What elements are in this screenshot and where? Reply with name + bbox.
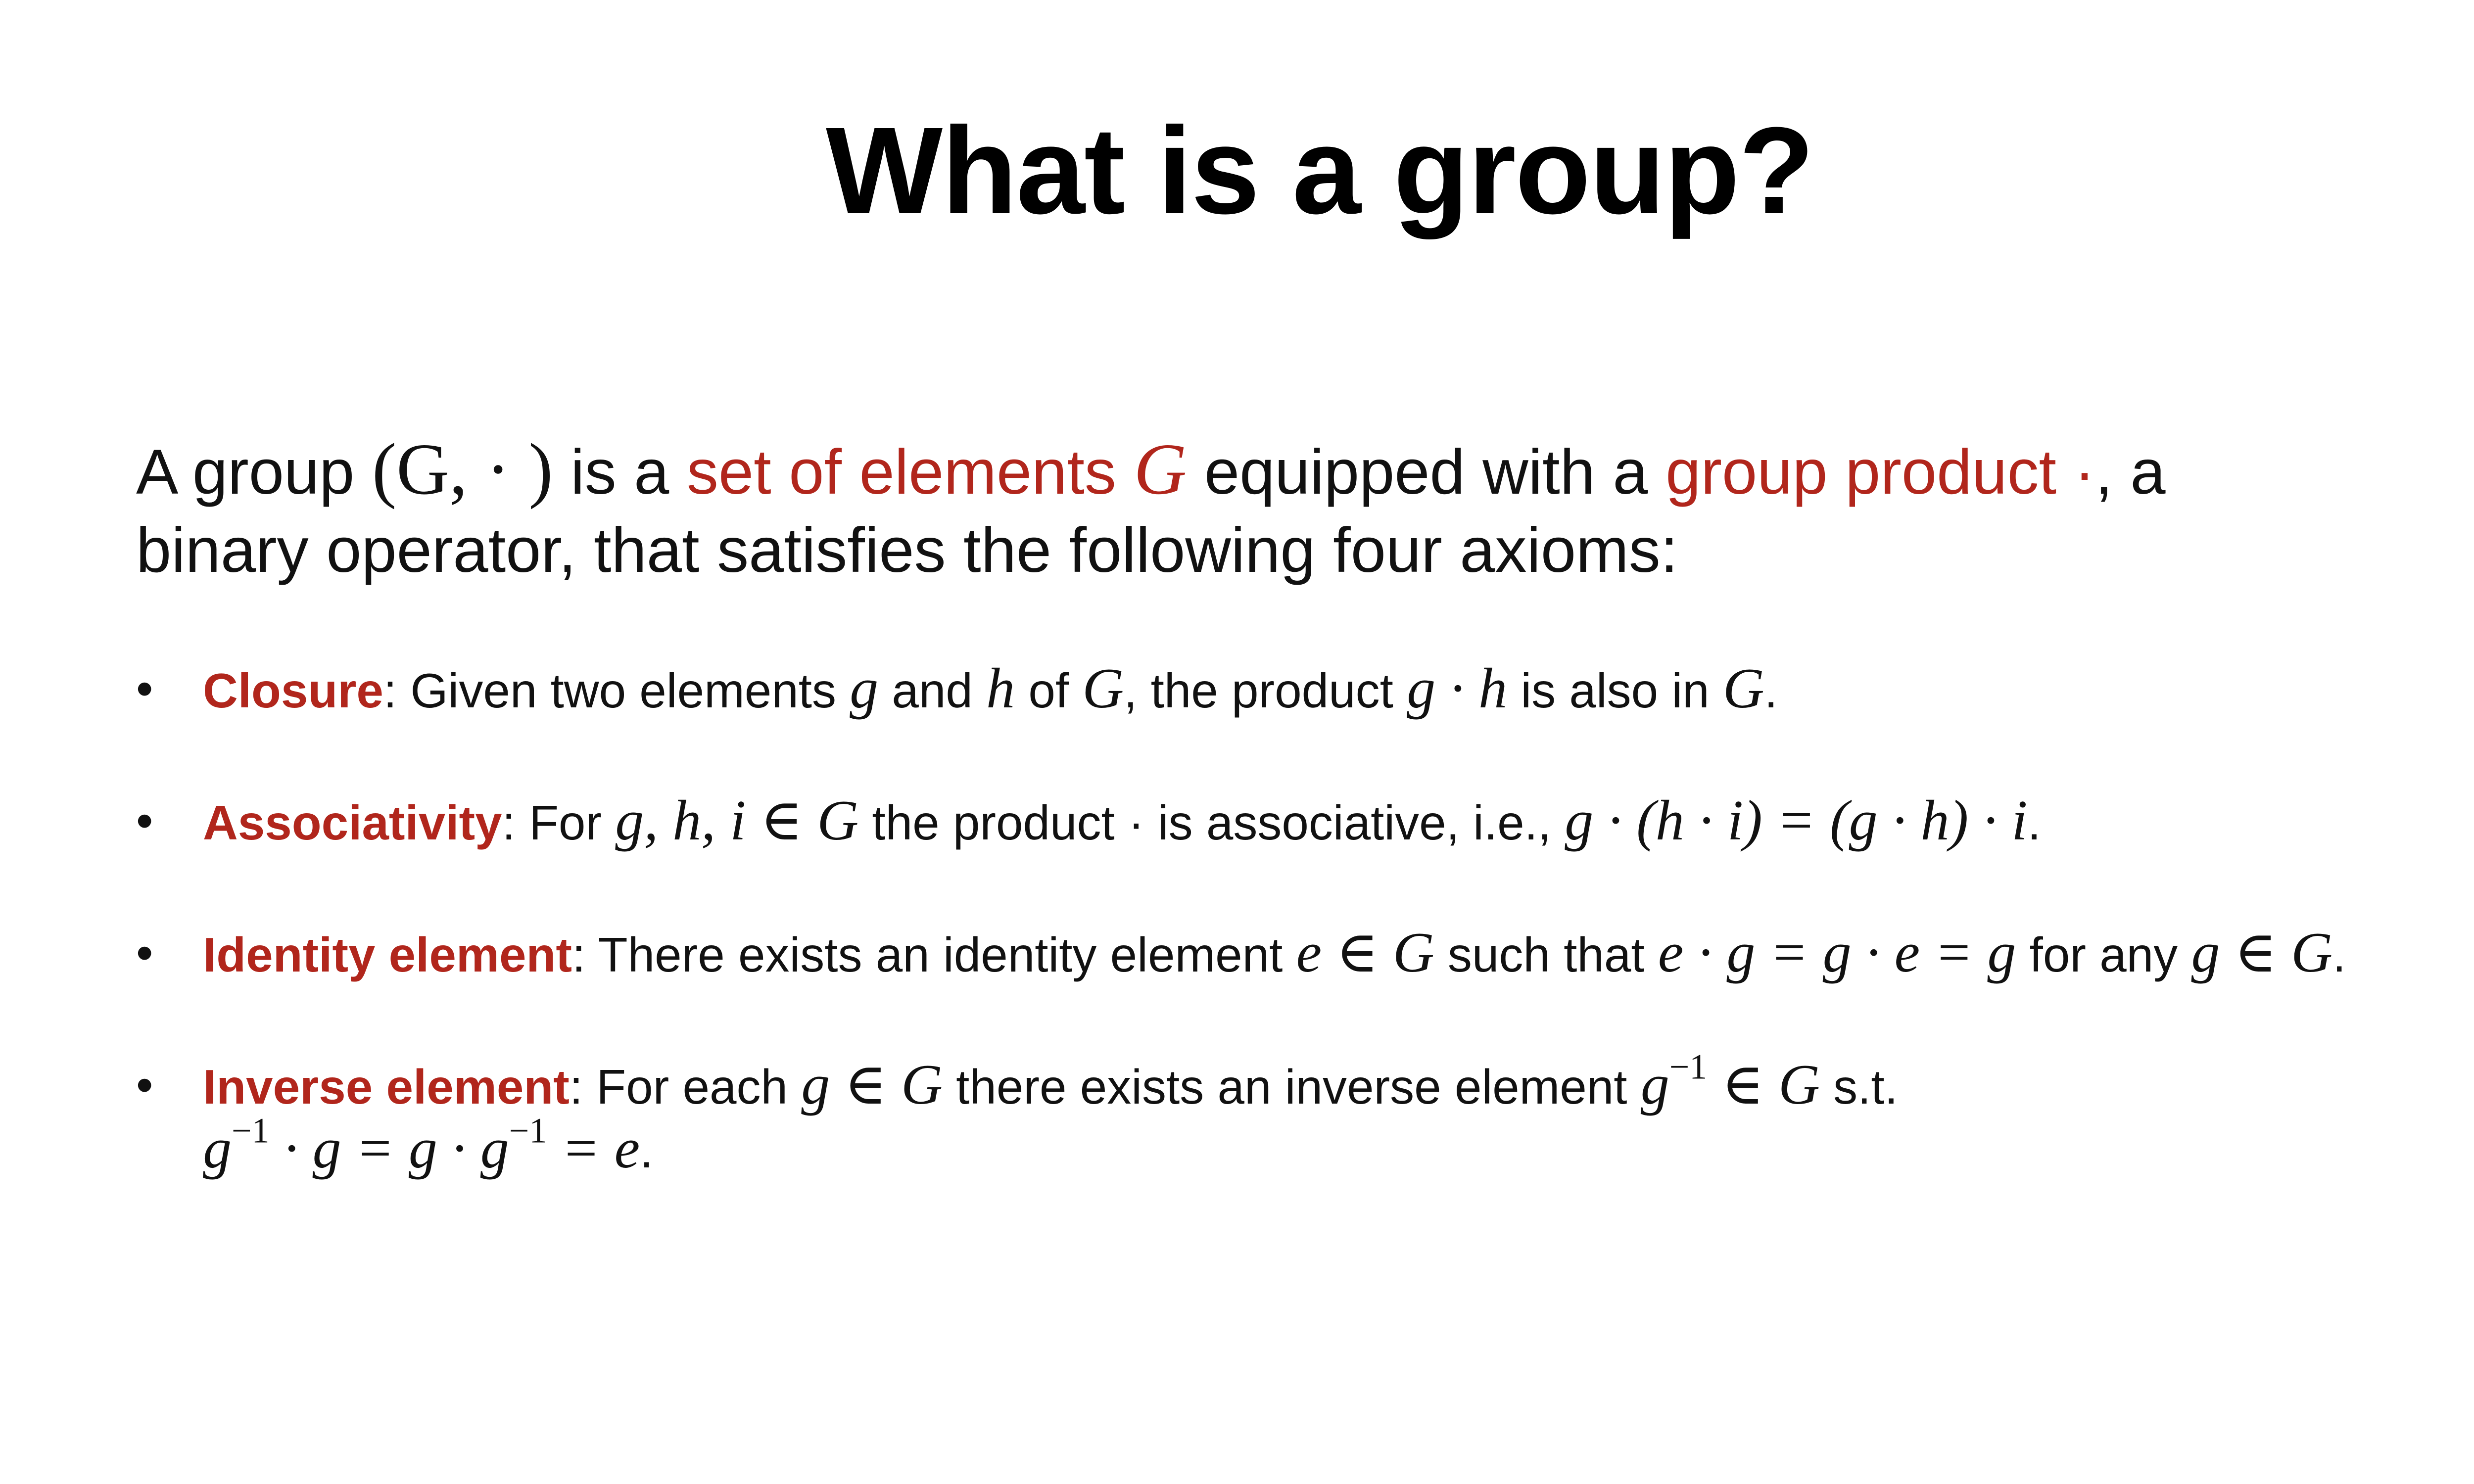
math-product-dot: ·: [2074, 437, 2095, 508]
intro-text-1: A group: [136, 437, 372, 508]
math-equals-e: = e: [547, 1117, 640, 1180]
intro-text-4: , a: [2095, 437, 2166, 508]
closure-text: : Given two elements: [383, 663, 850, 718]
math-G: G: [1082, 657, 1124, 720]
axiom-associativity: [136, 790, 2474, 854]
inverse-text: s.t.: [1819, 1060, 1898, 1114]
associativity-text: : For: [502, 795, 616, 850]
math-set-G: G: [1134, 429, 1187, 510]
group-product-highlight: group product: [1665, 437, 2074, 508]
inverse-text: : For each: [569, 1060, 802, 1114]
associativity-text: the product · is associative, i.e.,: [858, 795, 1565, 850]
definition-line-1: [136, 430, 2474, 511]
identity-text: for any: [2016, 928, 2191, 982]
axiom-identity: [136, 922, 2474, 986]
math-e-in-G: e ∈ G: [1296, 921, 1434, 984]
definition-line-2: binary operator, that satisfies the following four axioms:: [136, 515, 1678, 586]
axiom-term-associativity: Associativity: [203, 795, 502, 850]
axiom-term-identity: Identity element: [203, 928, 572, 982]
axiom-term-inverse: Inverse element: [203, 1060, 570, 1114]
math-g-inverse: [1640, 1047, 1820, 1116]
math-g-in-G: g ∈ G: [801, 1053, 943, 1116]
math-exponent: −1: [232, 1111, 270, 1151]
math-product: g · h: [1407, 657, 1508, 720]
axiom-term-closure: Closure: [203, 663, 383, 718]
closure-text: , the product: [1124, 663, 1407, 718]
math-exponent: −1: [509, 1111, 547, 1151]
group-definition: [136, 430, 2474, 590]
math-group-pair: (G, · ): [372, 429, 553, 510]
math-elements-in-G: g, h, i ∈ G: [615, 789, 859, 852]
math-inverse-equation: [203, 1111, 640, 1180]
math-g: g: [850, 657, 879, 720]
identity-text: .: [2332, 928, 2346, 982]
closure-text: is also in: [1507, 663, 1723, 718]
identity-text: such that: [1434, 928, 1658, 982]
math-g-in-G: g ∈ G: [2191, 921, 2333, 984]
bullet-dot: •: [136, 793, 153, 848]
math-h: h: [986, 657, 1015, 720]
inverse-text: there exists an inverse element: [942, 1060, 1641, 1114]
axiom-inverse: [136, 1047, 2474, 1182]
inverse-text: .: [640, 1123, 654, 1178]
identity-text: : There exists an identity element: [572, 928, 1296, 982]
closure-text: .: [1764, 663, 1778, 718]
intro-text-3: equipped with a: [1187, 437, 1666, 508]
axiom-closure: [136, 658, 2474, 722]
closure-text: and: [878, 663, 987, 718]
math-g: g: [203, 1117, 232, 1180]
math-middle: · g = g · g: [269, 1117, 509, 1180]
math-g: g: [1640, 1053, 1669, 1116]
axiom-list: [136, 658, 2474, 1182]
intro-text-2: is a: [553, 437, 687, 508]
math-in-G: ∈ G: [1707, 1053, 1820, 1116]
bullet-dot: •: [136, 926, 153, 980]
math-associativity-equation: g · (h · i) = (g · h) · i: [1565, 789, 2028, 852]
bullet-dot: •: [136, 661, 153, 716]
math-exponent: −1: [1669, 1047, 1708, 1087]
closure-text: of: [1015, 663, 1083, 718]
bullet-dot: •: [136, 1058, 153, 1112]
math-G: G: [1722, 657, 1764, 720]
slide-title: What is a group?: [826, 101, 1813, 239]
associativity-text: .: [2027, 795, 2041, 850]
math-identity-equation: e · g = g · e = g: [1658, 921, 2016, 984]
set-of-elements-highlight: set of elements: [686, 437, 1134, 508]
inverse-equation-line: [203, 1111, 2474, 1182]
